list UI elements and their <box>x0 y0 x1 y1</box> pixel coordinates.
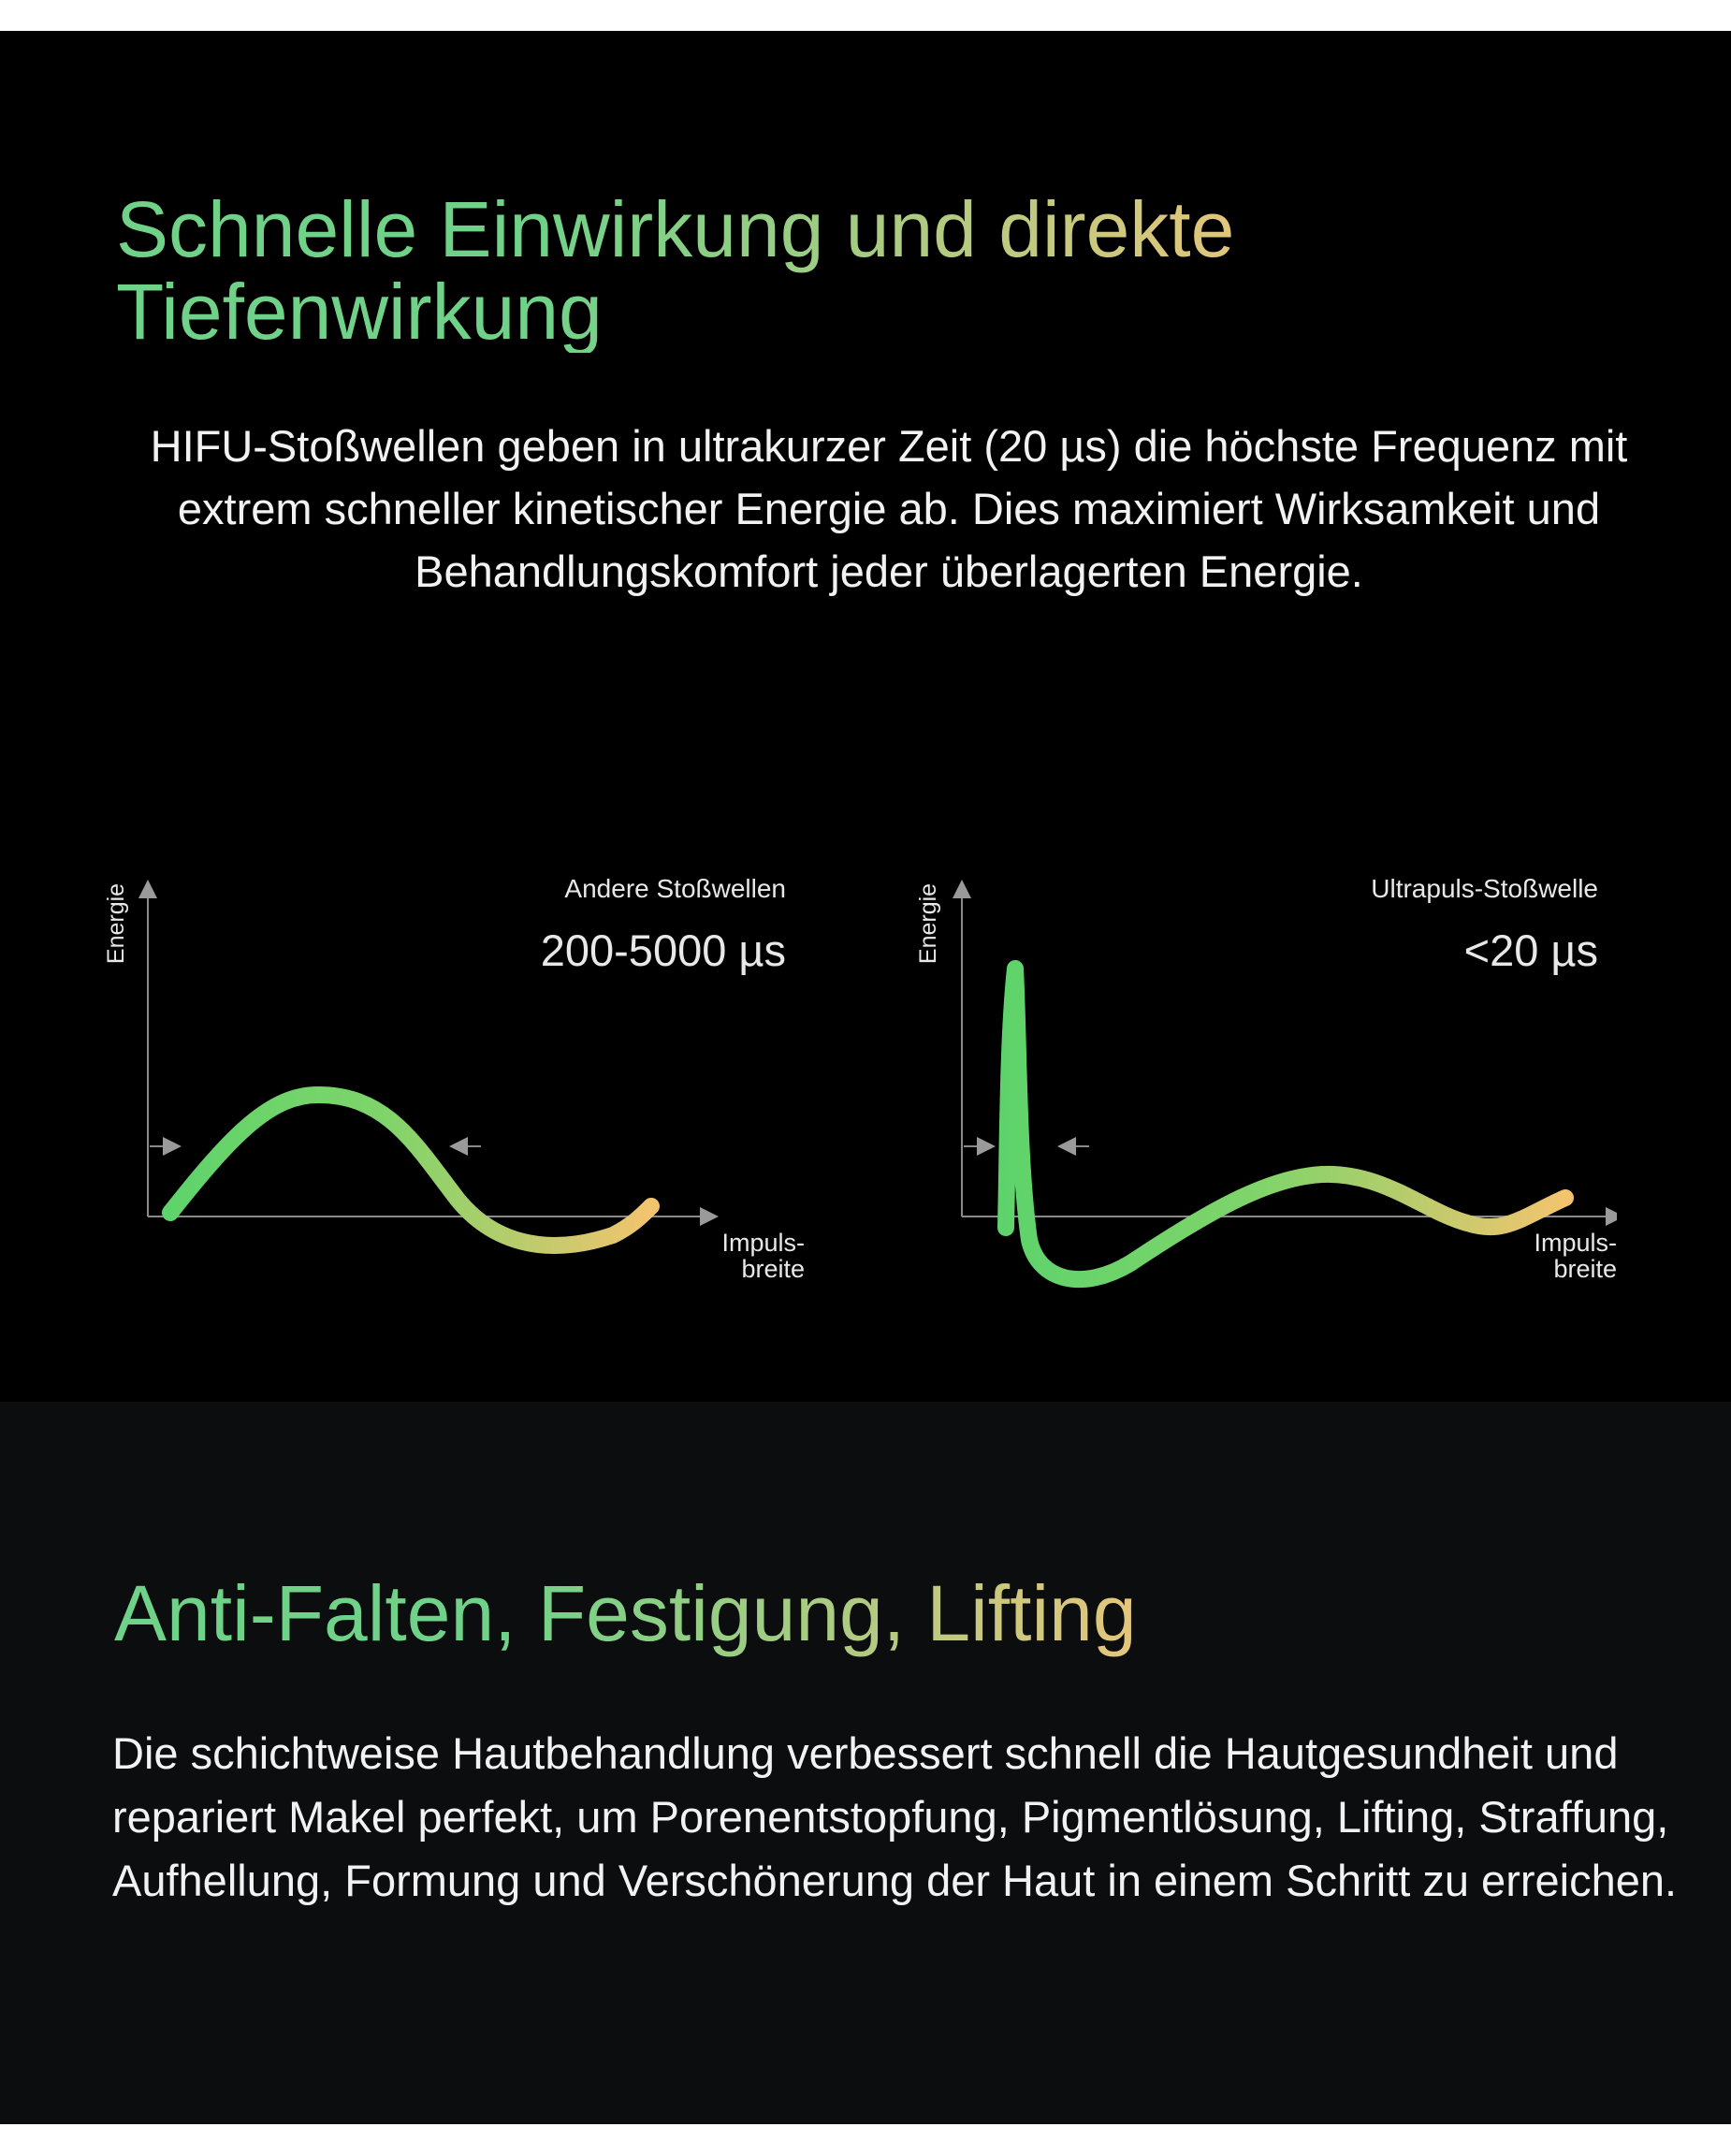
y-axis-label: Energie <box>103 882 129 965</box>
pulse-curve <box>1006 969 1565 1279</box>
pulse-width-value: 200-5000 µs <box>540 925 786 975</box>
section-title-speed: Schnelle Einwirkung und direkte Tiefenwirkung <box>116 188 1332 353</box>
section-title-anti-aging: Anti-Falten, Festigung, Lifting <box>114 1568 1218 1658</box>
x-axis-label: Impuls- breite <box>1534 1229 1617 1283</box>
chart-other-shockwaves <box>94 842 805 1329</box>
body-paragraph: Die schichtweise Hautbehandlung verbessert schnell die Hautgesundheit und repariert Makel perfekt, um Porenentstopfung, Pigmentlösung, Lifting, Straffung, Aufhellung, Formung und Verschönerung der Haut in einem Schritt zu erreichen. <box>112 1728 1678 1905</box>
chart-name: Ultrapuls-Stoßwelle <box>1371 874 1598 903</box>
intro-paragraph: HIFU-Stoßwellen geben in ultrakurzer Zeit (20 µs) die höchste Frequenz mit extrem schneller kinetischer Energie ab. Dies maximiert Wirksamkeit und Behandlungskomfort jeder überlagerten Energie. <box>150 421 1628 596</box>
pulse-diagram-other <box>94 842 805 1329</box>
x-axis-label: Impuls- breite <box>721 1229 805 1283</box>
pulse-width-value: <20 µs <box>1463 925 1598 975</box>
chart-name: Andere Stoßwellen <box>564 874 786 903</box>
y-axis-label: Energie <box>915 882 941 965</box>
chart-ultrapulse <box>906 842 1617 1329</box>
pulse-curve <box>170 1095 651 1246</box>
pulse-diagram-ultrapulse <box>906 842 1617 1329</box>
